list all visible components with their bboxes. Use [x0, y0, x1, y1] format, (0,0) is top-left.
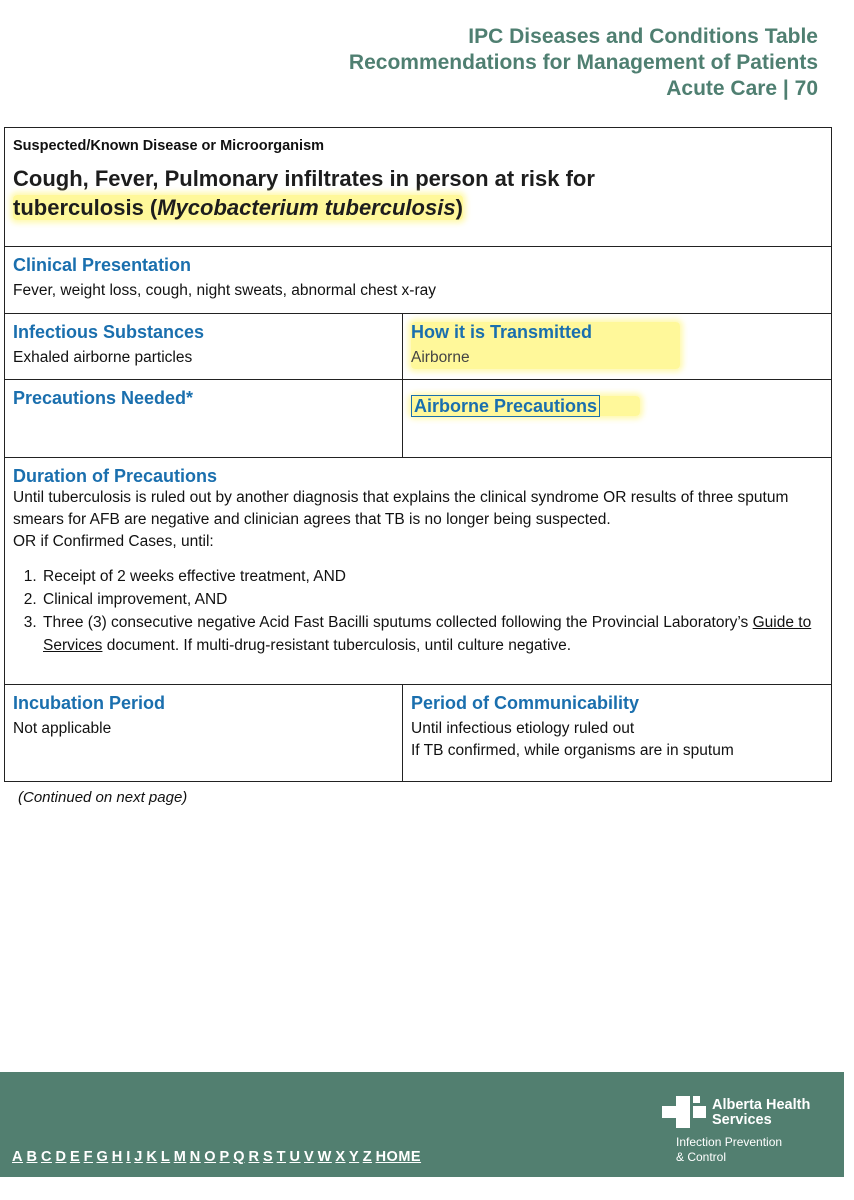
- alpha-link-x[interactable]: X: [335, 1149, 346, 1165]
- page-header: [349, 24, 818, 102]
- header-subtitle: Recommendations for Management of Patients: [348, 51, 818, 74]
- alpha-link-n[interactable]: N: [189, 1149, 201, 1165]
- alpha-link-v[interactable]: V: [304, 1149, 315, 1165]
- alpha-link-k[interactable]: K: [146, 1149, 158, 1165]
- duration-confirmed-note: OR if Confirmed Cases, until:: [13, 533, 214, 550]
- clinical-row: [5, 247, 831, 314]
- communicability-line2: If TB confirmed, while organisms are in sputum: [411, 742, 734, 759]
- duration-row: [5, 458, 831, 685]
- alpha-link-p[interactable]: P: [219, 1149, 230, 1165]
- incubation-text: Not applicable: [13, 720, 112, 737]
- ipc-label: Infection Prevention & Control: [676, 1135, 783, 1164]
- incubation-heading: Incubation Period: [13, 693, 166, 713]
- transmitted-highlight: [411, 322, 680, 369]
- alpha-link-w[interactable]: W: [317, 1149, 332, 1165]
- precautions-highlight: [411, 396, 640, 416]
- alpha-link-a[interactable]: A: [12, 1149, 23, 1165]
- airborne-precautions-link[interactable]: Airborne Precautions: [411, 395, 600, 417]
- communicability-line1: Until infectious etiology ruled out: [411, 720, 635, 737]
- precautions-heading: Precautions Needed*: [13, 388, 194, 408]
- alpha-link-t[interactable]: T: [276, 1149, 287, 1165]
- disease-title-highlight: tuberculosis (Mycobacterium tuberculosis): [13, 195, 463, 220]
- alpha-link-e[interactable]: E: [69, 1149, 81, 1165]
- page-footer: [0, 1072, 844, 1177]
- alpha-link-l[interactable]: L: [160, 1149, 171, 1165]
- disease-row: [5, 128, 831, 247]
- clinical-text: Fever, weight loss, cough, night sweats, abnormal chest x-ray: [13, 282, 437, 299]
- alpha-link-b[interactable]: B: [26, 1149, 38, 1165]
- alpha-link-f[interactable]: F: [83, 1149, 93, 1165]
- header-title: IPC Diseases and Conditions Table: [468, 25, 818, 48]
- duration-paragraph: Until tuberculosis is ruled out by another diagnosis that explains the clinical syndrome OR results of three sputum smears for AFB are negative and clinician agrees that TB is no longer being suspected.: [13, 489, 789, 528]
- ahs-logo-text: Alberta Health Services: [712, 1097, 811, 1128]
- transmitted-heading: How it is Transmitted: [411, 322, 593, 342]
- alpha-link-y[interactable]: Y: [349, 1149, 360, 1165]
- alpha-link-i[interactable]: I: [126, 1149, 131, 1165]
- alpha-link-o[interactable]: O: [204, 1149, 217, 1165]
- home-link[interactable]: HOME: [375, 1149, 422, 1165]
- infectious-text: Exhaled airborne particles: [13, 349, 193, 366]
- alpha-link-s[interactable]: S: [262, 1149, 274, 1165]
- continued-note: (Continued on next page): [18, 789, 188, 806]
- communicability-heading: Period of Communicability: [411, 693, 640, 713]
- incubation-row: [5, 685, 831, 781]
- list-item: 1. Receipt of 2 weeks effective treatment, AND: [41, 565, 823, 588]
- alpha-link-h[interactable]: H: [111, 1149, 123, 1165]
- alphabet-index: [12, 1149, 425, 1165]
- disease-title: Cough, Fever, Pulmonary infiltrates in person at risk for tuberculosis (Mycobacterium tuberculosis): [13, 166, 595, 220]
- clinical-heading: Clinical Presentation: [13, 255, 192, 275]
- infectious-heading: Infectious Substances: [13, 322, 205, 342]
- disease-table: [4, 127, 832, 782]
- duration-list: [13, 565, 823, 657]
- alpha-link-u[interactable]: U: [289, 1149, 301, 1165]
- disease-label: Suspected/Known Disease or Microorganism: [13, 138, 325, 154]
- alpha-link-q[interactable]: Q: [233, 1149, 245, 1165]
- alpha-link-c[interactable]: C: [40, 1149, 52, 1165]
- alpha-link-g[interactable]: G: [96, 1149, 109, 1165]
- alpha-link-z[interactable]: Z: [362, 1149, 373, 1165]
- alpha-link-r[interactable]: R: [248, 1149, 260, 1165]
- list-item: 2. Clinical improvement, AND: [41, 588, 823, 611]
- transmission-row: [5, 314, 831, 380]
- alpha-link-d[interactable]: D: [55, 1149, 67, 1165]
- alpha-link-j[interactable]: J: [134, 1149, 143, 1165]
- header-page-number: Acute Care | 70: [666, 77, 818, 100]
- alpha-link-m[interactable]: M: [173, 1149, 187, 1165]
- ahs-cross-icon: [662, 1096, 706, 1128]
- duration-heading: Duration of Precautions: [13, 466, 218, 486]
- precautions-row: [5, 380, 831, 458]
- guide-to-services-link[interactable]: Guide to Services: [43, 614, 812, 654]
- list-item: 3. Three (3) consecutive negative Acid Fast Bacilli sputums collected following the Provincial Laboratory’s Guide to Services document. If multi-drug-resistant tuberculosis, until culture negative.: [41, 611, 823, 657]
- transmitted-text: Airborne: [411, 349, 470, 366]
